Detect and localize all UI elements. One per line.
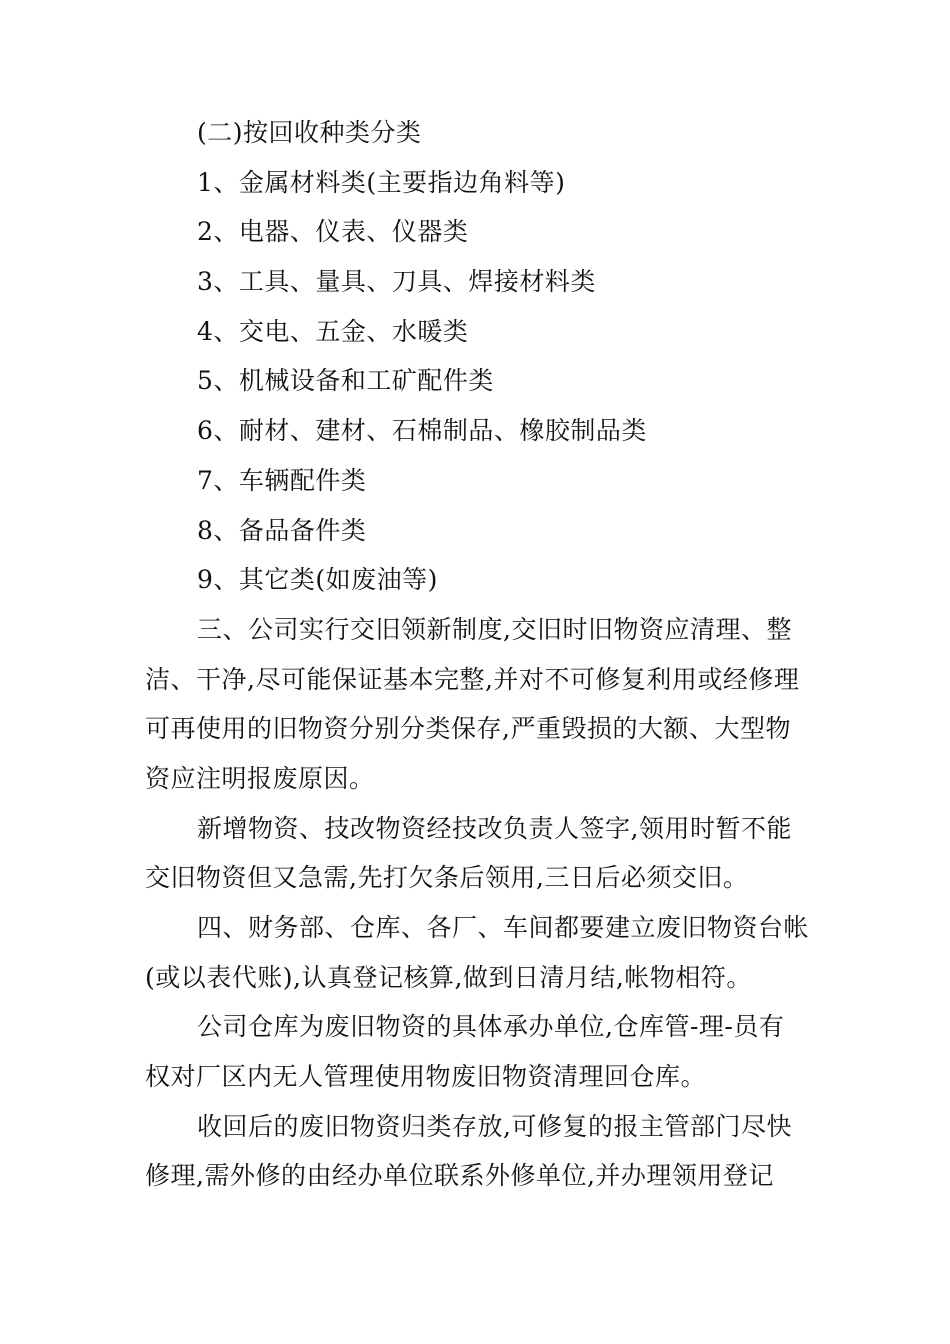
list-item: 3、工具、量具、刀具、焊接材料类 [197, 267, 596, 297]
list-item: 7、车辆配件类 [197, 465, 367, 495]
paragraph-line: 公司仓库为废旧物资的具体承办单位,仓库管-理-员有 [197, 1012, 785, 1042]
list-item: 1、金属材料类(主要指边角料等) [197, 167, 566, 197]
paragraph-line: 修理,需外修的由经办单位联系外修单位,并办理领用登记 [145, 1161, 774, 1191]
paragraph-line: 四、财务部、仓库、各厂、车间都要建立废旧物资台帐 [197, 913, 810, 942]
list-item: 9、其它类(如废油等) [197, 565, 438, 595]
paragraph-line: 资应注明报废原因。 [145, 763, 375, 793]
paragraph-line: 可再使用的旧物资分别分类保存,严重毁损的大额、大型物 [145, 714, 791, 744]
list-item: 6、耐材、建材、石棉制品、橡胶制品类 [197, 416, 647, 446]
paragraph-line: 收回后的废旧物资归类存放,可修复的报主管部门尽快 [197, 1111, 792, 1141]
paragraph-line: (或以表代账),认真登记核算,做到日清月结,帐物相符。 [145, 962, 752, 992]
section-subheading: (二)按回收种类分类 [197, 118, 422, 147]
document-body [145, 108, 810, 1201]
paragraph-line: 新增物资、技改物资经技改负责人签字,领用时暂不能 [197, 813, 792, 843]
paragraph-line: 权对厂区内无人管理使用物废旧物资清理回仓库。 [145, 1062, 707, 1092]
paragraph-line: 三、公司实行交旧领新制度,交旧时旧物资应清理、整 [197, 614, 792, 644]
list-item: 2、电器、仪表、仪器类 [197, 217, 469, 247]
list-item: 8、备品备件类 [197, 515, 367, 545]
paragraph-line: 洁、干净,尽可能保证基本完整,并对不可修复利用或经修理 [145, 664, 800, 694]
list-item: 5、机械设备和工矿配件类 [197, 366, 494, 396]
paragraph-line: 交旧物资但又急需,先打欠条后领用,三日后必须交旧。 [145, 863, 749, 893]
list-item: 4、交电、五金、水暖类 [197, 316, 469, 346]
